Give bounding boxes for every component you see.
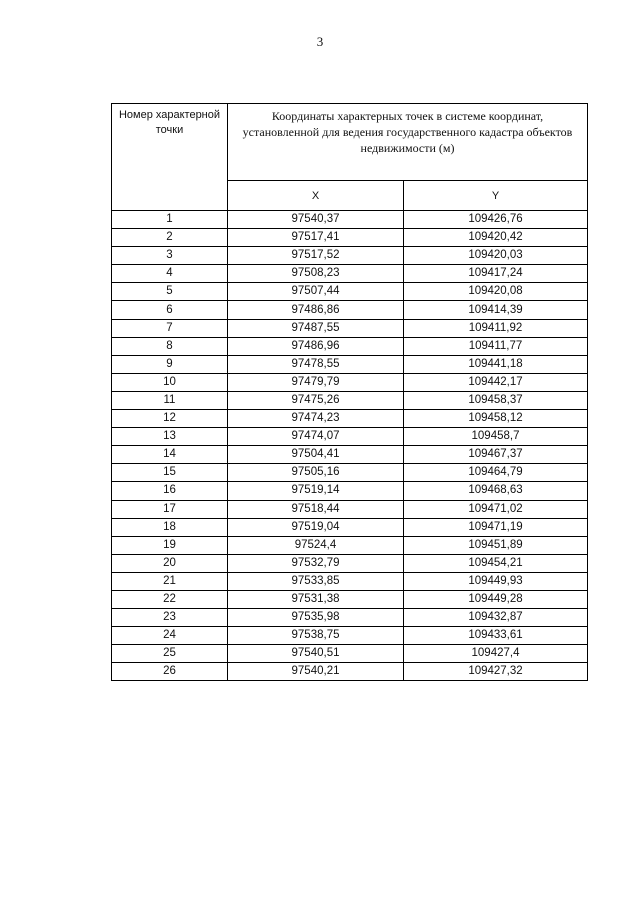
table-row (112, 319, 588, 337)
x-coordinate-cell: 97524,4 (228, 536, 404, 554)
point-number-cell: 23 (112, 609, 228, 627)
x-coordinate-cell: 97517,41 (228, 229, 404, 247)
y-coordinate-cell: 109458,37 (404, 391, 588, 409)
y-coordinate-cell: 109454,21 (404, 554, 588, 572)
x-coordinate-cell: 97505,16 (228, 464, 404, 482)
point-number-cell: 21 (112, 572, 228, 590)
y-coordinate-cell: 109426,76 (404, 211, 588, 229)
table-row (112, 464, 588, 482)
coordinates-table (111, 103, 588, 681)
header-y: Y (404, 181, 588, 211)
table-row (112, 410, 588, 428)
table-row (112, 337, 588, 355)
point-number-cell: 12 (112, 410, 228, 428)
y-coordinate-cell: 109420,08 (404, 283, 588, 301)
x-coordinate-cell: 97540,21 (228, 663, 404, 681)
table-row (112, 211, 588, 229)
point-number-cell: 26 (112, 663, 228, 681)
y-coordinate-cell: 109420,03 (404, 247, 588, 265)
y-coordinate-cell: 109414,39 (404, 301, 588, 319)
table-row (112, 518, 588, 536)
y-coordinate-cell: 109458,12 (404, 410, 588, 428)
y-coordinate-cell: 109411,77 (404, 337, 588, 355)
table-row (112, 572, 588, 590)
table-row (112, 536, 588, 554)
point-number-cell: 15 (112, 464, 228, 482)
point-number-cell: 22 (112, 590, 228, 608)
point-number-cell: 5 (112, 283, 228, 301)
y-coordinate-cell: 109467,37 (404, 446, 588, 464)
y-coordinate-cell: 109420,42 (404, 229, 588, 247)
x-coordinate-cell: 97475,26 (228, 391, 404, 409)
header-point-number: Номер характерной точки (112, 104, 228, 211)
table-row (112, 554, 588, 572)
point-number-cell: 25 (112, 645, 228, 663)
y-coordinate-cell: 109442,17 (404, 373, 588, 391)
x-coordinate-cell: 97474,07 (228, 428, 404, 446)
x-coordinate-cell: 97518,44 (228, 500, 404, 518)
table-row (112, 500, 588, 518)
y-coordinate-cell: 109458,7 (404, 428, 588, 446)
table-row (112, 627, 588, 645)
x-coordinate-cell: 97538,75 (228, 627, 404, 645)
table-row (112, 609, 588, 627)
point-number-cell: 7 (112, 319, 228, 337)
point-number-cell: 6 (112, 301, 228, 319)
point-number-cell: 1 (112, 211, 228, 229)
page-number: 3 (316, 34, 324, 49)
x-coordinate-cell: 97478,55 (228, 355, 404, 373)
point-number-cell: 18 (112, 518, 228, 536)
point-number-cell: 9 (112, 355, 228, 373)
table-row (112, 229, 588, 247)
point-number-cell: 11 (112, 391, 228, 409)
table-row (112, 428, 588, 446)
x-coordinate-cell: 97507,44 (228, 283, 404, 301)
y-coordinate-cell: 109464,79 (404, 464, 588, 482)
table-row (112, 355, 588, 373)
x-coordinate-cell: 97487,55 (228, 319, 404, 337)
x-coordinate-cell: 97486,86 (228, 301, 404, 319)
y-coordinate-cell: 109427,4 (404, 645, 588, 663)
y-coordinate-cell: 109411,92 (404, 319, 588, 337)
point-number-cell: 16 (112, 482, 228, 500)
point-number-cell: 14 (112, 446, 228, 464)
y-coordinate-cell: 109432,87 (404, 609, 588, 627)
x-coordinate-cell: 97533,85 (228, 572, 404, 590)
x-coordinate-cell: 97540,51 (228, 645, 404, 663)
y-coordinate-cell: 109449,93 (404, 572, 588, 590)
table-row (112, 283, 588, 301)
y-coordinate-cell: 109471,19 (404, 518, 588, 536)
table-row (112, 645, 588, 663)
x-coordinate-cell: 97486,96 (228, 337, 404, 355)
y-coordinate-cell: 109433,61 (404, 627, 588, 645)
x-coordinate-cell: 97535,98 (228, 609, 404, 627)
y-coordinate-cell: 109427,32 (404, 663, 588, 681)
y-coordinate-cell: 109417,24 (404, 265, 588, 283)
x-coordinate-cell: 97532,79 (228, 554, 404, 572)
table-body (112, 211, 588, 681)
y-coordinate-cell: 109468,63 (404, 482, 588, 500)
x-coordinate-cell: 97479,79 (228, 373, 404, 391)
y-coordinate-cell: 109449,28 (404, 590, 588, 608)
x-coordinate-cell: 97504,41 (228, 446, 404, 464)
point-number-cell: 10 (112, 373, 228, 391)
header-x: X (228, 181, 404, 211)
x-coordinate-cell: 97517,52 (228, 247, 404, 265)
table-row (112, 301, 588, 319)
table-row (112, 446, 588, 464)
point-number-cell: 24 (112, 627, 228, 645)
x-coordinate-cell: 97474,23 (228, 410, 404, 428)
x-coordinate-cell: 97540,37 (228, 211, 404, 229)
x-coordinate-cell: 97508,23 (228, 265, 404, 283)
point-number-cell: 8 (112, 337, 228, 355)
point-number-cell: 20 (112, 554, 228, 572)
y-coordinate-cell: 109441,18 (404, 355, 588, 373)
table-row (112, 265, 588, 283)
table-row (112, 482, 588, 500)
point-number-cell: 17 (112, 500, 228, 518)
point-number-cell: 4 (112, 265, 228, 283)
header-coordinates: Координаты характерных точек в системе координат, установленной для ведения государственного кадастра объектов недвижимости (м) (228, 104, 588, 181)
table-row (112, 663, 588, 681)
table-row (112, 247, 588, 265)
x-coordinate-cell: 97519,04 (228, 518, 404, 536)
point-number-cell: 13 (112, 428, 228, 446)
x-coordinate-cell: 97531,38 (228, 590, 404, 608)
point-number-cell: 3 (112, 247, 228, 265)
table-row (112, 391, 588, 409)
y-coordinate-cell: 109451,89 (404, 536, 588, 554)
table-header (112, 104, 588, 211)
x-coordinate-cell: 97519,14 (228, 482, 404, 500)
table-row (112, 590, 588, 608)
point-number-cell: 2 (112, 229, 228, 247)
y-coordinate-cell: 109471,02 (404, 500, 588, 518)
point-number-cell: 19 (112, 536, 228, 554)
table-row (112, 373, 588, 391)
